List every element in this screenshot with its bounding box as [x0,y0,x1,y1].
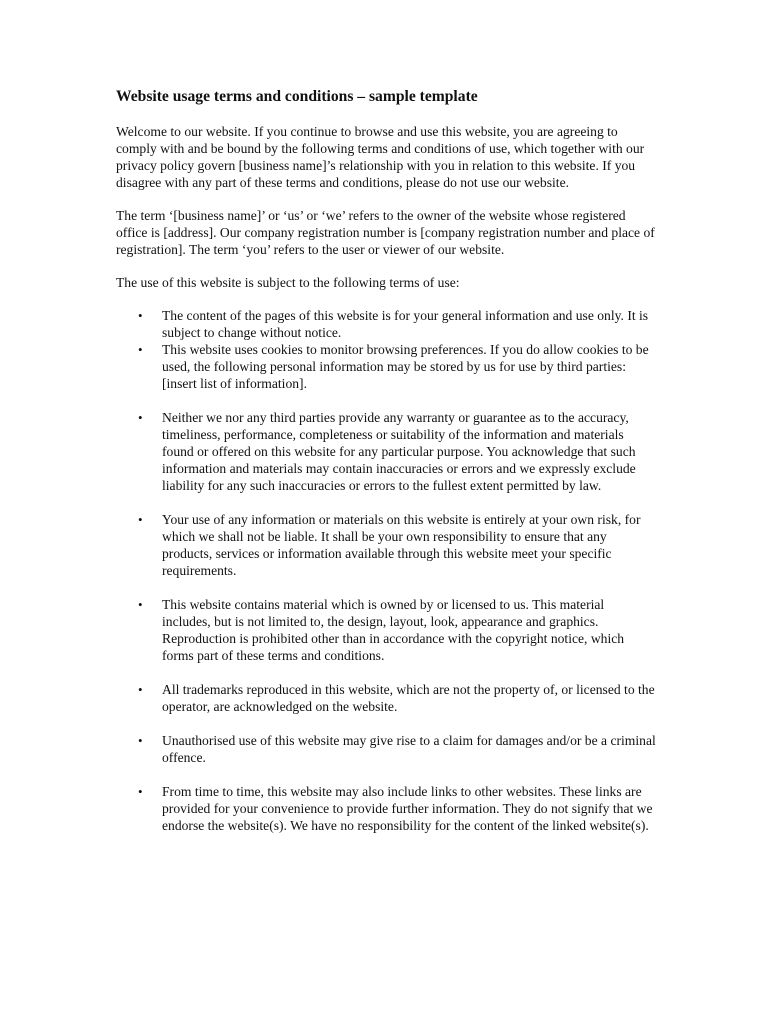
definitions-paragraph: The term ‘[business name]’ or ‘us’ or ‘we’ refers to the owner of the website whose registered office is [address]. Our company registration number is [company registration number and place of registration]. The term ‘you’ refers to the user or viewer of our website. [116,208,655,257]
bullet-glyph: • [138,597,143,612]
list-item [116,341,656,392]
list-item-text: Neither we nor any third parties provide any warranty or guarantee as to the accuracy, timeliness, performance, completeness or suitability of the information and materials found or offered on this website for any particular purpose. You acknowledge that such information and materials may contain inaccuracies or errors and we expressly exclude liability for any such inaccuracies or errors to the fullest extent permitted by law. [162,410,636,493]
list-item [116,681,656,715]
list-item-text: All trademarks reproduced in this website, which are not the property of, or licensed to the operator, are acknowledged on the website. [162,682,655,714]
list-item-text: This website contains material which is owned by or licensed to us. This material includes, but is not limited to, the design, layout, look, appearance and graphics. Reproduction is prohibited other than in accordance with the copyright notice, which forms part of these terms and conditions. [162,597,625,663]
document-title: Website usage terms and conditions – sample template [116,88,478,105]
list-item [116,511,656,579]
list-item-text: From time to time, this website may also include links to other websites. These links are provided for your convenience to provide further information. They do not signify that we endorse the website(s). We have no responsibility for the content of the linked website(s). [162,784,653,833]
list-item-text: Unauthorised use of this website may give rise to a claim for damages and/or be a criminal offence. [162,733,656,765]
terms-lead-in: The use of this website is subject to the following terms of use: [116,275,460,290]
bullet-glyph: • [138,342,143,357]
terms-list [116,307,656,834]
list-item [116,732,656,766]
intro-paragraph: Welcome to our website. If you continue to browse and use this website, you are agreeing to comply with and be bound by the following terms and conditions of use, which together with our privacy policy govern [business name]’s relationship with you in relation to this website. If you disagree with any part of these terms and conditions, please do not use our website. [116,124,645,190]
list-item-text: This website uses cookies to monitor browsing preferences. If you do allow cookies to be used, the following personal information may be stored by us for use by third parties: [insert list of information]. [162,342,649,391]
list-item-text: The content of the pages of this website is for your general information and use only. It is subject to change without notice. [162,308,649,340]
document-page [116,87,656,834]
list-item [116,783,656,834]
bullet-glyph: • [138,410,143,425]
list-item [116,307,656,341]
list-item [116,409,656,494]
list-item [116,596,656,664]
bullet-glyph: • [138,512,143,527]
bullet-glyph: • [138,682,143,697]
bullet-glyph: • [138,784,143,799]
bullet-glyph: • [138,308,143,323]
list-item-text: Your use of any information or materials on this website is entirely at your own risk, for which we shall not be liable. It shall be your own responsibility to ensure that any products, services or information available through this website meet your specific requirements. [162,512,641,578]
bullet-glyph: • [138,733,143,748]
